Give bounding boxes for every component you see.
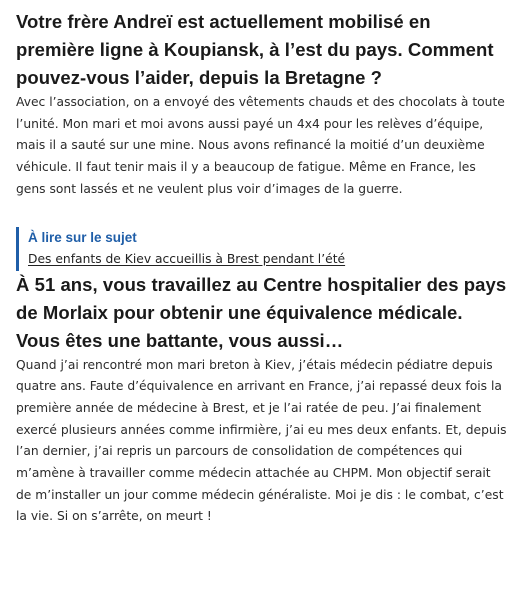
interview-answer-1: Avec l’association, on a envoyé des vêtements chauds et des chocolats à toute l’unité. Mon mari et moi avons aussi payé un 4x4 pour les relèves d’équipe, mais il a sauté sur une mine. Nous avons refinancé la moitié d’un deuxième véhicule. Il faut tenir mais il y a beaucoup de fatigue. Même en France, les gens sont lassés et ne veulent plus voir d’images de la guerre. <box>16 95 505 196</box>
related-article-heading: À lire sur le sujet <box>28 229 137 245</box>
interview-question-1: Votre frère Andreï est actuellement mobilisé en première ligne à Koupiansk, à l’est du pays. Comment pouvez-vous l’aider, depuis la Bretagne ? <box>16 11 494 88</box>
related-article-link[interactable]: Des enfants de Kiev accueillis à Brest pendant l’été <box>28 251 346 266</box>
article-body <box>16 8 508 528</box>
interview-answer-2: Quand j’ai rencontré mon mari breton à Kiev, j’étais médecin pédiatre depuis quatre ans. Faute d’équivalence en arrivant en France, j’ai repassé deux fois la première année de médecine à Brest, et je l’ai ratée de peu. J’ai finalement exercé plusieurs années comme infirmière, j’ai eu mes deux enfants. Et, depuis l’an dernier, j’ai repris un parcours de consolidation de compétences qui m’amène à travailler comme médecin attachée au CHPM. Mon objectif serait de m’installer un jour comme médecin généraliste. Moi je dis : le combat, c’est la vie. Si on s’arrête, on meurt ! <box>16 357 507 524</box>
interview-question-2: À 51 ans, vous travaillez au Centre hospitalier des pays de Morlaix pour obtenir une équivalence médicale. Vous êtes une battante, vous aussi… <box>16 273 507 351</box>
related-article-box <box>16 227 508 271</box>
